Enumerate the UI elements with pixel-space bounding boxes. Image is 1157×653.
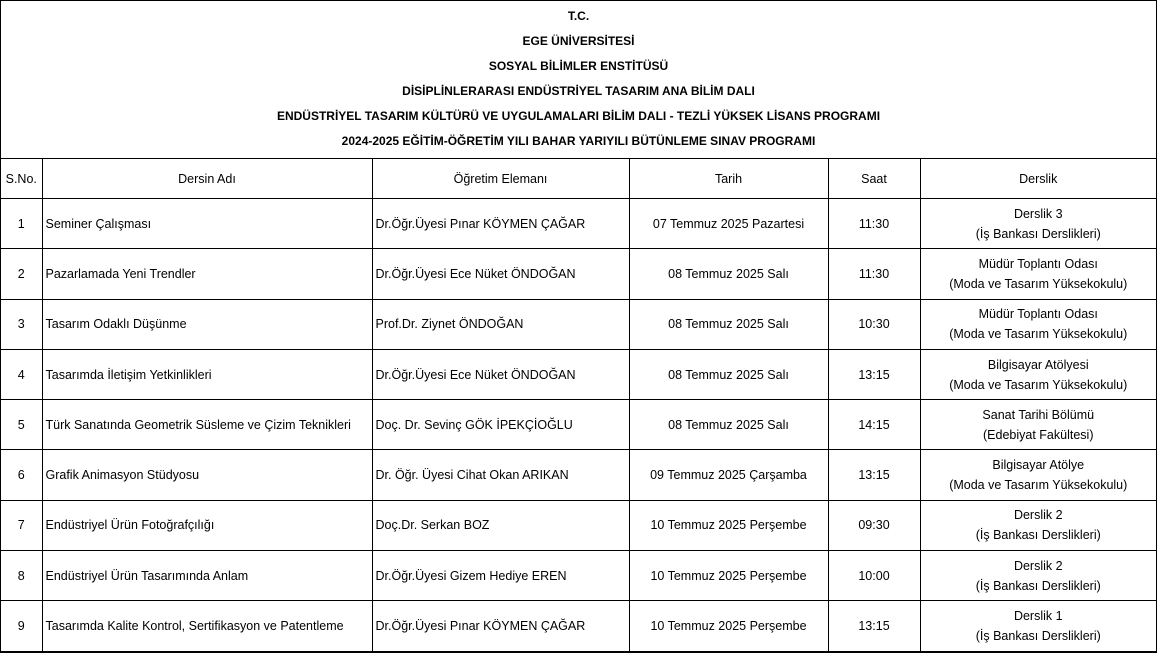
room-building: (Edebiyat Fakültesi) [983, 427, 1094, 442]
schedule-table [1, 159, 1156, 652]
course-name: Grafik Animasyon Stüdyosu [42, 450, 372, 500]
column-header-time: Saat [828, 159, 920, 199]
room-name: Müdür Toplantı Odası [978, 256, 1098, 271]
exam-time: 13:15 [828, 601, 920, 651]
course-name: Tasarımda Kalite Kontrol, Sertifikasyon ve Patentleme [42, 601, 372, 651]
exam-room [920, 601, 1156, 651]
exam-time: 10:00 [828, 551, 920, 601]
table-row [1, 601, 1156, 651]
table-row [1, 551, 1156, 601]
course-name: Tasarımda İletişim Yetkinlikleri [42, 349, 372, 399]
exam-room [920, 450, 1156, 500]
exam-time: 11:30 [828, 199, 920, 249]
table-row [1, 249, 1156, 299]
room-name: Derslik 1 [1013, 609, 1063, 624]
exam-time: 10:30 [828, 299, 920, 349]
instructor-name: Doç.Dr. Serkan BOZ [372, 500, 629, 550]
header-line-tc: T.C. [567, 9, 590, 23]
room-name: Derslik 2 [1013, 558, 1063, 573]
instructor-name: Dr.Öğr.Üyesi Pınar KÖYMEN ÇAĞAR [372, 199, 629, 249]
exam-date: 08 Temmuz 2025 Salı [629, 299, 828, 349]
room-building: (Moda ve Tasarım Yüksekokulu) [949, 377, 1128, 392]
room-building: (İş Bankası Derslikleri) [975, 528, 1101, 543]
exam-date: 09 Temmuz 2025 Çarşamba [629, 450, 828, 500]
room-building: (İş Bankası Derslikleri) [975, 226, 1101, 241]
room-name: Derslik 3 [1013, 206, 1063, 221]
exam-room [920, 349, 1156, 399]
exam-time: 14:15 [828, 400, 920, 450]
row-number: 4 [1, 349, 42, 399]
row-number: 5 [1, 400, 42, 450]
header-line-program: ENDÜSTRİYEL TASARIM KÜLTÜRÜ VE UYGULAMALARI BİLİM DALI - TEZLİ YÜKSEK LİSANS PROGRAMI [276, 109, 881, 123]
instructor-name: Doç. Dr. Sevinç GÖK İPEKÇİOĞLU [372, 400, 629, 450]
document-header [1, 1, 1156, 159]
row-number: 3 [1, 299, 42, 349]
exam-room [920, 199, 1156, 249]
header-line-university: EGE ÜNİVERSİTESİ [522, 34, 635, 48]
room-name: Bilgisayar Atölyesi [987, 357, 1089, 372]
exam-date: 08 Temmuz 2025 Salı [629, 349, 828, 399]
row-number: 6 [1, 450, 42, 500]
row-number: 7 [1, 500, 42, 550]
table-row [1, 349, 1156, 399]
room-name: Sanat Tarihi Bölümü [982, 407, 1095, 422]
row-number: 1 [1, 199, 42, 249]
header-line-department: DİSİPLİNLERARASI ENDÜSTRİYEL TASARIM ANA BİLİM DALI [402, 84, 755, 98]
table-row [1, 450, 1156, 500]
exam-room [920, 249, 1156, 299]
room-building: (Moda ve Tasarım Yüksekokulu) [949, 478, 1128, 493]
exam-time: 11:30 [828, 249, 920, 299]
exam-date: 08 Temmuz 2025 Salı [629, 400, 828, 450]
header-line-institute: SOSYAL BİLİMLER ENSTİTÜSÜ [488, 59, 669, 73]
exam-room [920, 400, 1156, 450]
table-row [1, 199, 1156, 249]
table-row [1, 299, 1156, 349]
instructor-name: Dr.Öğr.Üyesi Ece Nüket ÖNDOĞAN [372, 349, 629, 399]
room-building: (İş Bankası Derslikleri) [975, 629, 1101, 644]
exam-date: 10 Temmuz 2025 Perşembe [629, 551, 828, 601]
exam-time: 13:15 [828, 450, 920, 500]
table-row [1, 400, 1156, 450]
course-name: Tasarım Odaklı Düşünme [42, 299, 372, 349]
header-line-term: 2024-2025 EĞİTİM-ÖĞRETİM YILI BAHAR YARIYILI BÜTÜNLEME SINAV PROGRAMI [341, 134, 816, 148]
exam-time: 09:30 [828, 500, 920, 550]
exam-date: 10 Temmuz 2025 Perşembe [629, 601, 828, 651]
course-name: Endüstriyel Ürün Fotoğrafçılığı [42, 500, 372, 550]
column-header-room: Derslik [920, 159, 1156, 199]
course-name: Seminer Çalışması [42, 199, 372, 249]
instructor-name: Dr.Öğr.Üyesi Pınar KÖYMEN ÇAĞAR [372, 601, 629, 651]
column-header-date: Tarih [629, 159, 828, 199]
table-header-row [1, 159, 1156, 199]
room-name: Derslik 2 [1013, 508, 1063, 523]
exam-room [920, 299, 1156, 349]
course-name: Türk Sanatında Geometrik Süsleme ve Çizim Teknikleri [42, 400, 372, 450]
exam-time: 13:15 [828, 349, 920, 399]
exam-date: 10 Temmuz 2025 Perşembe [629, 500, 828, 550]
column-header-no: S.No. [1, 159, 42, 199]
row-number: 9 [1, 601, 42, 651]
instructor-name: Dr. Öğr. Üyesi Cihat Okan ARIKAN [372, 450, 629, 500]
exam-room [920, 551, 1156, 601]
row-number: 2 [1, 249, 42, 299]
table-row [1, 500, 1156, 550]
column-header-instructor: Öğretim Elemanı [372, 159, 629, 199]
course-name: Pazarlamada Yeni Trendler [42, 249, 372, 299]
instructor-name: Prof.Dr. Ziynet ÖNDOĞAN [372, 299, 629, 349]
instructor-name: Dr.Öğr.Üyesi Gizem Hediye EREN [372, 551, 629, 601]
room-building: (Moda ve Tasarım Yüksekokulu) [949, 327, 1128, 342]
course-name: Endüstriyel Ürün Tasarımında Anlam [42, 551, 372, 601]
exam-date: 07 Temmuz 2025 Pazartesi [629, 199, 828, 249]
exam-room [920, 500, 1156, 550]
room-building: (İş Bankası Derslikleri) [975, 578, 1101, 593]
row-number: 8 [1, 551, 42, 601]
exam-date: 08 Temmuz 2025 Salı [629, 249, 828, 299]
room-building: (Moda ve Tasarım Yüksekokulu) [949, 276, 1128, 291]
column-header-course: Dersin Adı [42, 159, 372, 199]
instructor-name: Dr.Öğr.Üyesi Ece Nüket ÖNDOĞAN [372, 249, 629, 299]
room-name: Müdür Toplantı Odası [978, 307, 1098, 322]
room-name: Bilgisayar Atölye [992, 458, 1085, 473]
